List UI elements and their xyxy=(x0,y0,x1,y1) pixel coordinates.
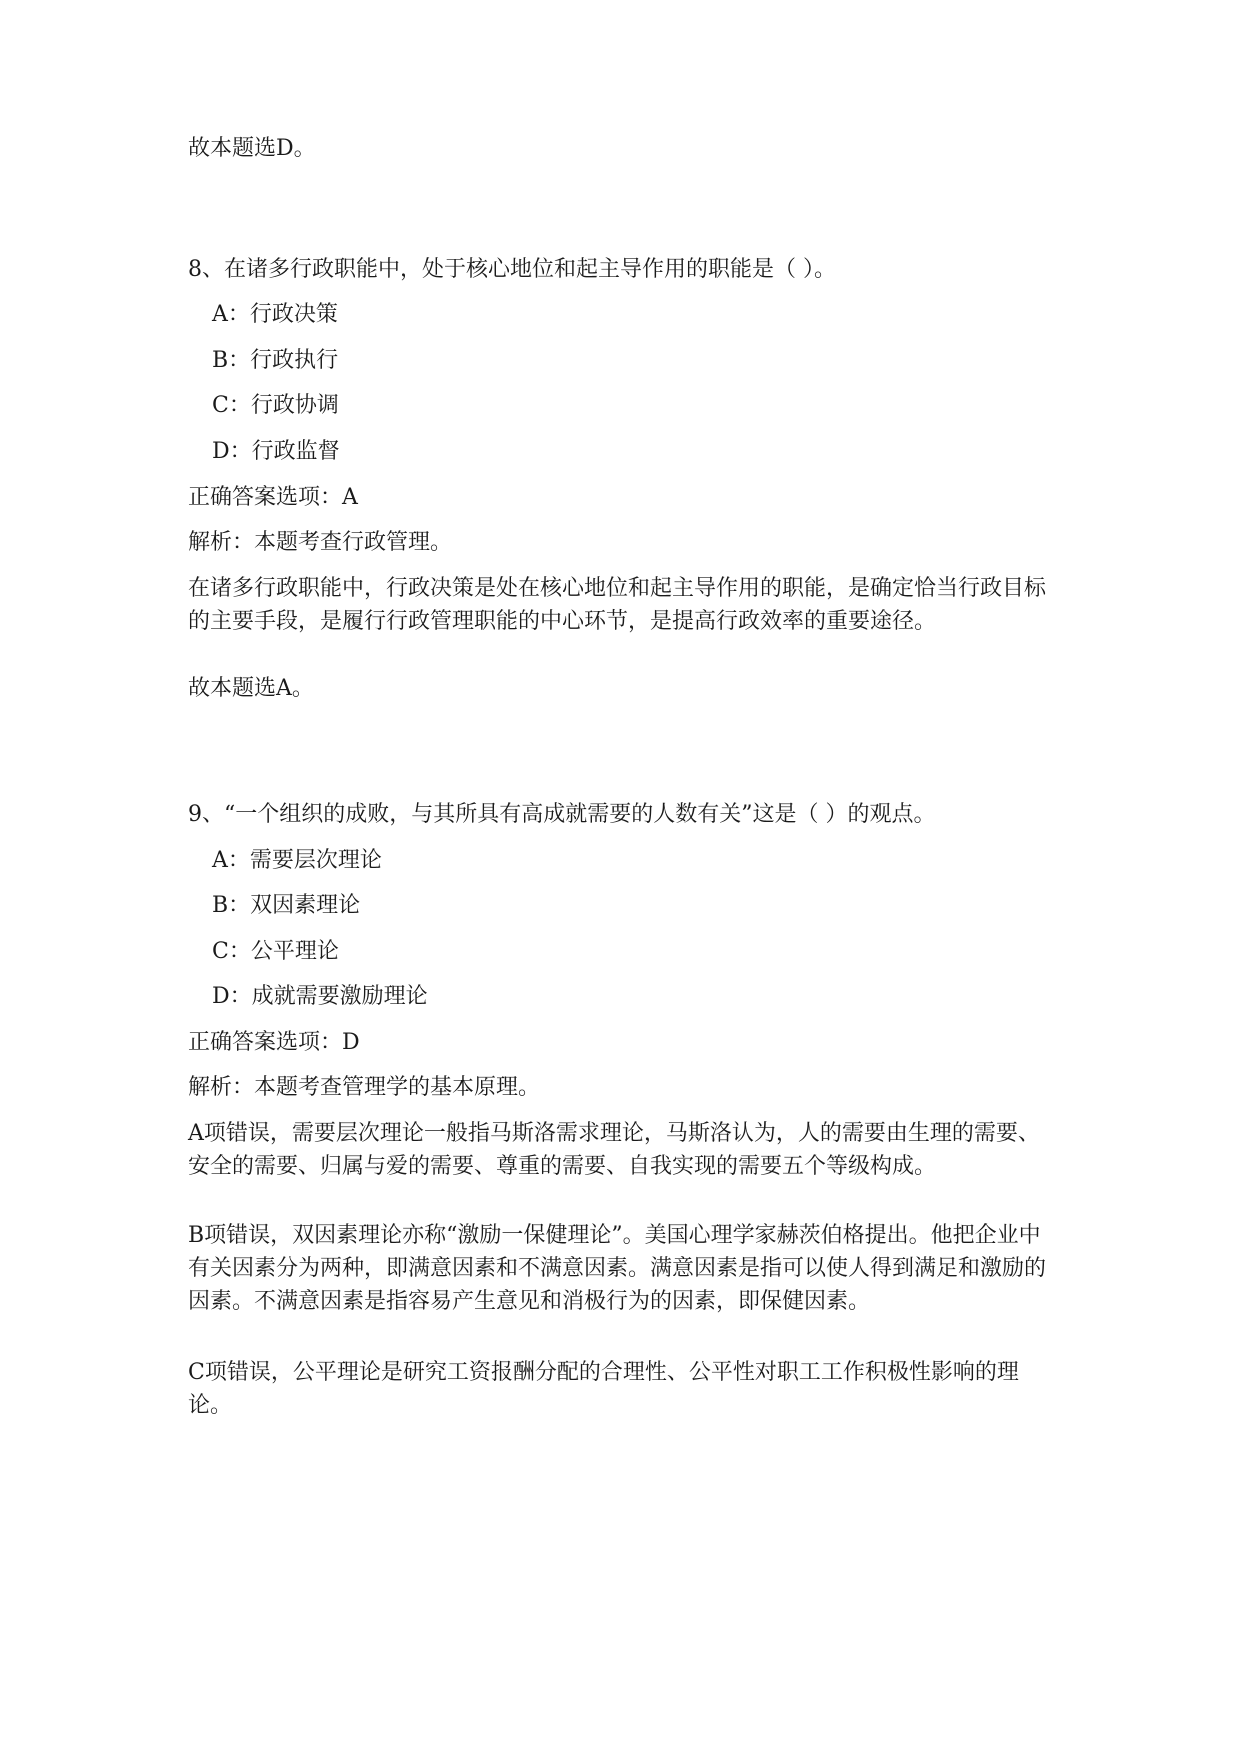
question-9-option-c: C：公平理论 xyxy=(212,939,339,964)
question-9-text: 9、“一个组织的成败，与其所具有高成就需要的人数有关”这是（ ）的观点。 xyxy=(188,802,936,827)
question-9-analysis-c: C项错误，公平理论是研究工资报酬分配的合理性、公平性对职工工作积极性影响的理论。 xyxy=(188,1360,1019,1418)
question-9-analysis-b: B项错误，双因素理论亦称“激励一保健理论”。美国心理学家赫茨伯格提出。他把企业中有关因素分为两种，即满意因素和不满意因素。满意因素是指可以使人得到满足和激励的因素。不满意因素是指容易产生意见和消极行为的因素，即保健因素。 xyxy=(188,1223,1047,1314)
question-8-option-a: A：行政决策 xyxy=(212,302,338,327)
previous-conclusion: 故本题选D。 xyxy=(188,136,316,161)
question-9-option-d: D：成就需要激励理论 xyxy=(212,984,428,1009)
question-9-analysis-title: 解析：本题考查管理学的基本原理。 xyxy=(188,1075,541,1100)
question-8-option-d: D：行政监督 xyxy=(212,439,340,464)
question-8-analysis-title: 解析：本题考查行政管理。 xyxy=(188,530,453,555)
question-9-option-a: A：需要层次理论 xyxy=(212,848,382,873)
question-9-answer: 正确答案选项：D xyxy=(188,1030,360,1055)
question-8-answer: 正确答案选项：A xyxy=(188,485,358,510)
question-8-text: 8、在诸多行政职能中，处于核心地位和起主导作用的职能是（ ）。 xyxy=(188,257,836,282)
question-9-option-b: B：双因素理论 xyxy=(212,893,361,918)
question-8-analysis: 在诸多行政职能中，行政决策是处在核心地位和起主导作用的职能，是确定恰当行政目标的主要手段，是履行行政管理职能的中心环节，是提高行政效率的重要途径。 xyxy=(188,576,1047,634)
question-8-option-b: B：行政执行 xyxy=(212,348,339,373)
question-8-option-c: C：行政协调 xyxy=(212,393,339,418)
question-9-analysis-a: A项错误，需要层次理论一般指马斯洛需求理论，马斯洛认为，人的需要由生理的需要、安全的需要、归属与爱的需要、尊重的需要、自我实现的需要五个等级构成。 xyxy=(188,1121,1040,1179)
question-8-conclusion: 故本题选A。 xyxy=(188,676,314,701)
